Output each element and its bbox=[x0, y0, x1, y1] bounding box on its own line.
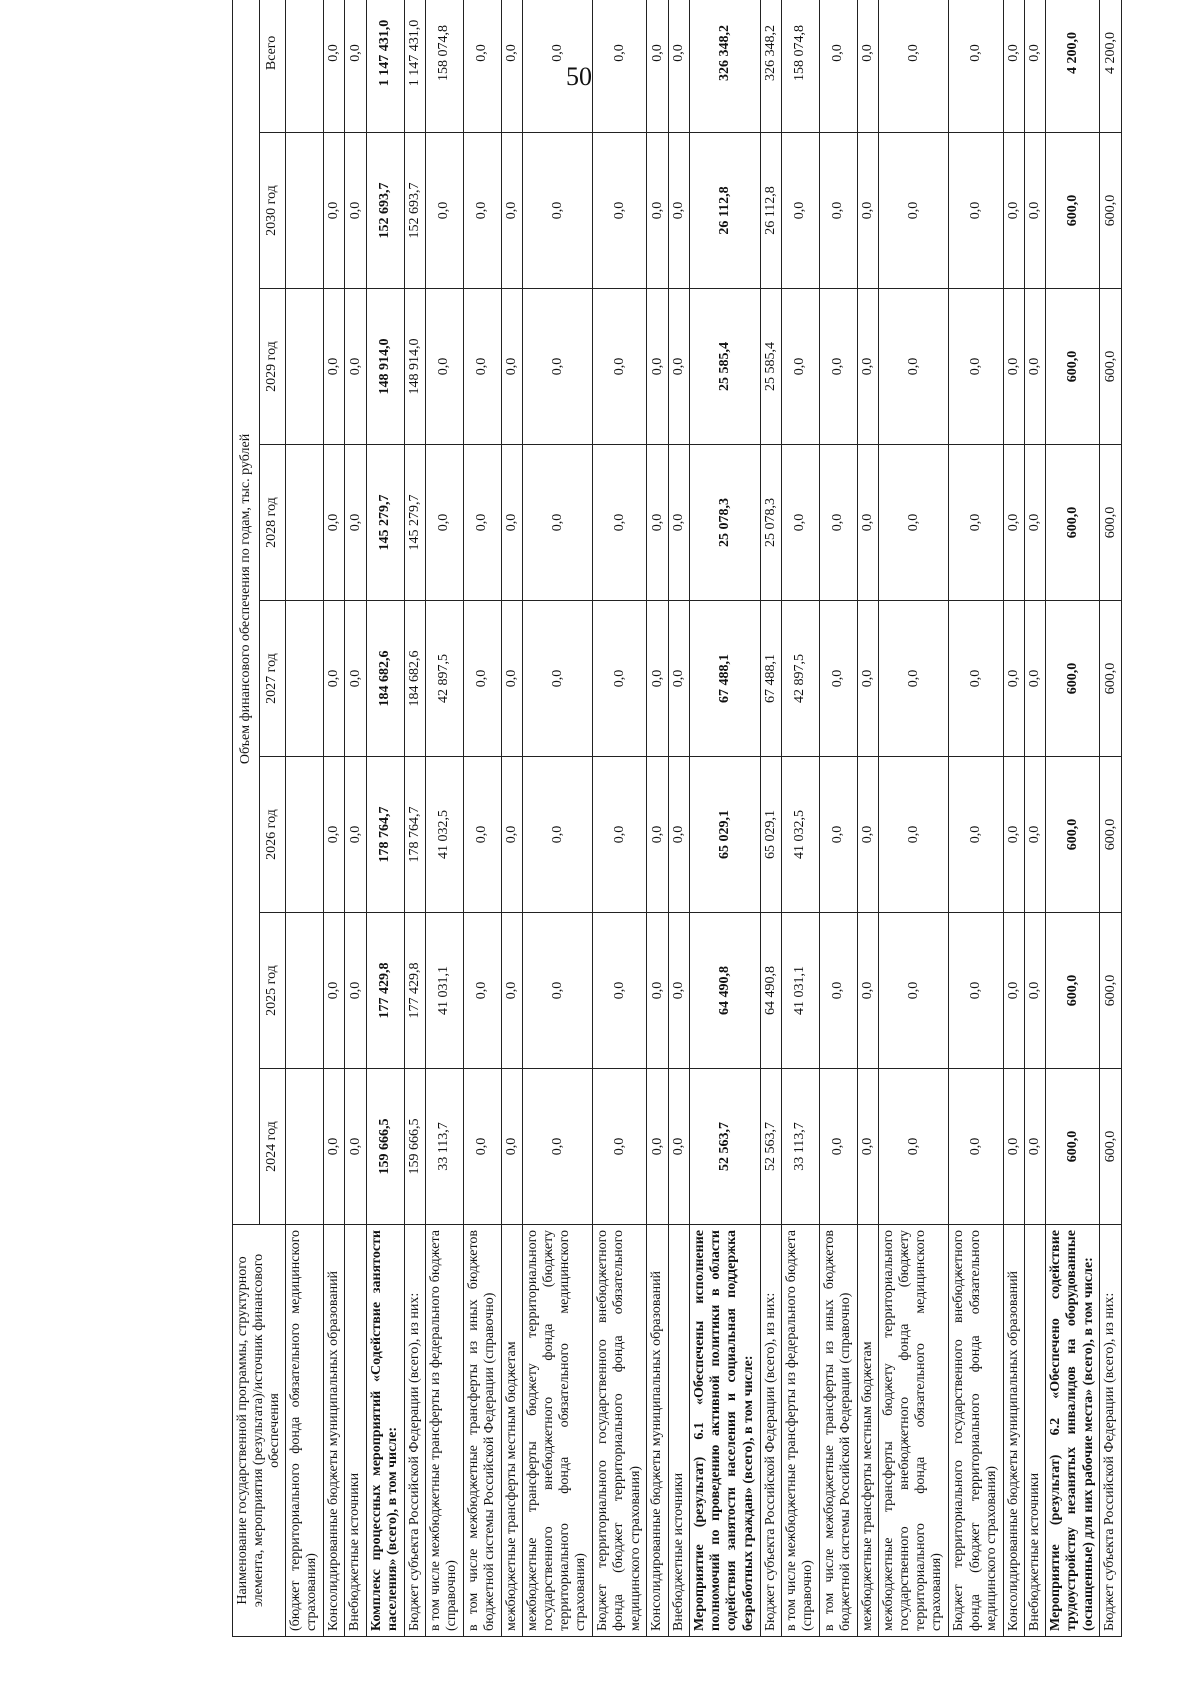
cell-value: 600,0 bbox=[1100, 289, 1122, 445]
cell-value: 0,0 bbox=[647, 913, 668, 1069]
cell-value: 152 693,7 bbox=[404, 133, 425, 289]
row-label: Консолидированные бюджеты муниципальных образований bbox=[647, 1225, 668, 1637]
cell-total: 0,0 bbox=[1024, 0, 1045, 133]
cell-value: 0,0 bbox=[647, 1069, 668, 1225]
cell-value: 0,0 bbox=[857, 289, 878, 445]
cell-value: 0,0 bbox=[1024, 445, 1045, 601]
table-row bbox=[857, 0, 878, 1637]
cell-value: 0,0 bbox=[463, 1069, 501, 1225]
table-row bbox=[345, 0, 366, 1637]
cell-total: 0,0 bbox=[1003, 0, 1024, 133]
header-group: Объем финансового обеспечения по годам, тыс. рублей bbox=[233, 0, 260, 1225]
cell-value: 52 563,7 bbox=[690, 1069, 760, 1225]
cell-value: 0,0 bbox=[879, 1069, 949, 1225]
cell-value: 0,0 bbox=[668, 1069, 689, 1225]
cell-value: 41 031,1 bbox=[426, 913, 464, 1069]
cell-value: 0,0 bbox=[949, 1069, 1003, 1225]
cell-value: 0,0 bbox=[668, 133, 689, 289]
cell-value: 0,0 bbox=[879, 913, 949, 1069]
cell-value: 0,0 bbox=[1003, 913, 1024, 1069]
cell-value: 177 429,8 bbox=[404, 913, 425, 1069]
table-row bbox=[1003, 0, 1024, 1637]
cell-value: 0,0 bbox=[324, 133, 345, 289]
cell-value: 0,0 bbox=[501, 289, 522, 445]
cell-value: 0,0 bbox=[593, 1069, 647, 1225]
cell-value: 152 693,7 bbox=[366, 133, 404, 289]
cell-value: 0,0 bbox=[949, 289, 1003, 445]
cell-value: 0,0 bbox=[879, 601, 949, 757]
table-row bbox=[647, 0, 668, 1637]
cell-value: 0,0 bbox=[647, 289, 668, 445]
cell-value bbox=[286, 133, 324, 289]
cell-value: 25 078,3 bbox=[760, 445, 781, 601]
cell-value: 600,0 bbox=[1046, 445, 1100, 601]
cell-value: 0,0 bbox=[501, 913, 522, 1069]
cell-value: 0,0 bbox=[782, 133, 820, 289]
cell-value: 178 764,7 bbox=[366, 757, 404, 913]
table-row bbox=[949, 0, 1003, 1637]
cell-value: 0,0 bbox=[522, 289, 592, 445]
cell-value: 65 029,1 bbox=[690, 757, 760, 913]
cell-value: 0,0 bbox=[593, 913, 647, 1069]
cell-value: 0,0 bbox=[345, 913, 366, 1069]
cell-value bbox=[286, 445, 324, 601]
cell-value: 0,0 bbox=[857, 757, 878, 913]
cell-total: 0,0 bbox=[647, 0, 668, 133]
cell-value: 0,0 bbox=[463, 289, 501, 445]
table-row bbox=[522, 0, 592, 1637]
cell-value: 0,0 bbox=[647, 601, 668, 757]
row-label: Бюджет субъекта Российской Федерации (всего), из них: bbox=[1100, 1225, 1122, 1637]
cell-value: 25 585,4 bbox=[690, 289, 760, 445]
cell-value: 0,0 bbox=[593, 133, 647, 289]
cell-value: 0,0 bbox=[857, 133, 878, 289]
cell-value: 148 914,0 bbox=[366, 289, 404, 445]
table-row bbox=[782, 0, 820, 1637]
header-total: Всего bbox=[259, 0, 286, 133]
cell-value: 0,0 bbox=[1024, 757, 1045, 913]
cell-value: 41 031,1 bbox=[782, 913, 820, 1069]
cell-value: 0,0 bbox=[668, 601, 689, 757]
cell-value: 145 279,7 bbox=[404, 445, 425, 601]
table-row bbox=[879, 0, 949, 1637]
cell-value: 0,0 bbox=[819, 913, 857, 1069]
table-row bbox=[286, 0, 324, 1637]
row-label: Внебюджетные источники bbox=[345, 1225, 366, 1637]
cell-value: 600,0 bbox=[1046, 289, 1100, 445]
cell-value: 0,0 bbox=[522, 1069, 592, 1225]
table-body bbox=[286, 0, 1122, 1637]
cell-total: 326 348,2 bbox=[690, 0, 760, 133]
table-row bbox=[1046, 0, 1100, 1637]
cell-value: 0,0 bbox=[949, 133, 1003, 289]
header-year: 2025 год bbox=[259, 913, 286, 1069]
cell-value: 67 488,1 bbox=[690, 601, 760, 757]
cell-value: 0,0 bbox=[879, 445, 949, 601]
row-label: Бюджет территориального государственного внебюджетного фонда (бюджет территориального фонда обязательного медицинского страхования) bbox=[593, 1225, 647, 1637]
row-label: Мероприятие (результат) 6.2 «Обеспечено содействие трудоустройству незанятых инвалидов на оборудованные (оснащенные) для них рабочие места» (всего), в том числе: bbox=[1046, 1225, 1100, 1637]
cell-total: 1 147 431,0 bbox=[366, 0, 404, 133]
header-year: 2026 год bbox=[259, 757, 286, 913]
cell-value: 600,0 bbox=[1100, 1069, 1122, 1225]
cell-value: 0,0 bbox=[879, 289, 949, 445]
cell-value: 0,0 bbox=[647, 445, 668, 601]
cell-value: 0,0 bbox=[345, 445, 366, 601]
header-name: Наименование государственной программы, структурного элемента, мероприятия (результата)/источник финансового обеспечения bbox=[233, 1225, 286, 1637]
row-label: в том числе межбюджетные трансферты из федерального бюджета (справочно) bbox=[782, 1225, 820, 1637]
cell-value: 184 682,6 bbox=[366, 601, 404, 757]
cell-value: 159 666,5 bbox=[404, 1069, 425, 1225]
cell-total: 0,0 bbox=[324, 0, 345, 133]
cell-total bbox=[286, 0, 324, 133]
cell-total: 0,0 bbox=[857, 0, 878, 133]
cell-value: 64 490,8 bbox=[690, 913, 760, 1069]
table-row bbox=[501, 0, 522, 1637]
rotated-table-frame bbox=[232, 19, 1118, 1637]
cell-value: 42 897,5 bbox=[782, 601, 820, 757]
cell-total: 0,0 bbox=[668, 0, 689, 133]
cell-value: 0,0 bbox=[1003, 601, 1024, 757]
cell-value: 0,0 bbox=[463, 445, 501, 601]
header-year: 2027 год bbox=[259, 601, 286, 757]
cell-value: 0,0 bbox=[593, 289, 647, 445]
cell-value: 41 032,5 bbox=[782, 757, 820, 913]
row-label: Мероприятие (результат) 6.1 «Обеспечены исполнение полномочий по проведению активной политики в области содействия занятости населения и социальная поддержка безработных граждан» (всего), в том числе: bbox=[690, 1225, 760, 1637]
cell-value: 0,0 bbox=[949, 913, 1003, 1069]
cell-value: 0,0 bbox=[324, 913, 345, 1069]
row-label: Консолидированные бюджеты муниципальных образований bbox=[1003, 1225, 1024, 1637]
cell-value: 0,0 bbox=[857, 1069, 878, 1225]
cell-value: 0,0 bbox=[647, 757, 668, 913]
cell-value bbox=[286, 1069, 324, 1225]
cell-value: 0,0 bbox=[522, 757, 592, 913]
cell-value: 0,0 bbox=[345, 601, 366, 757]
row-label: Бюджет субъекта Российской Федерации (всего), из них: bbox=[760, 1225, 781, 1637]
cell-value: 65 029,1 bbox=[760, 757, 781, 913]
cell-value: 0,0 bbox=[463, 757, 501, 913]
cell-value: 0,0 bbox=[819, 133, 857, 289]
cell-total: 0,0 bbox=[522, 0, 592, 133]
cell-value: 0,0 bbox=[782, 289, 820, 445]
table-row bbox=[1024, 0, 1045, 1637]
table-row bbox=[404, 0, 425, 1637]
cell-value: 600,0 bbox=[1100, 133, 1122, 289]
cell-value: 0,0 bbox=[819, 757, 857, 913]
cell-value: 42 897,5 bbox=[426, 601, 464, 757]
cell-value: 0,0 bbox=[501, 445, 522, 601]
cell-value: 600,0 bbox=[1100, 913, 1122, 1069]
cell-value: 0,0 bbox=[463, 913, 501, 1069]
cell-total: 0,0 bbox=[463, 0, 501, 133]
row-label: Бюджет субъекта Российской Федерации (всего), из них: bbox=[404, 1225, 425, 1637]
cell-total: 0,0 bbox=[345, 0, 366, 133]
cell-value: 0,0 bbox=[668, 445, 689, 601]
cell-value: 0,0 bbox=[879, 757, 949, 913]
cell-value: 0,0 bbox=[324, 757, 345, 913]
row-label: межбюджетные трансферты местным бюджетам bbox=[857, 1225, 878, 1637]
cell-value: 64 490,8 bbox=[760, 913, 781, 1069]
cell-value: 0,0 bbox=[668, 289, 689, 445]
cell-value: 0,0 bbox=[501, 757, 522, 913]
cell-total: 326 348,2 bbox=[760, 0, 781, 133]
cell-value: 33 113,7 bbox=[782, 1069, 820, 1225]
cell-value: 33 113,7 bbox=[426, 1069, 464, 1225]
cell-value: 26 112,8 bbox=[690, 133, 760, 289]
cell-total: 1 147 431,0 bbox=[404, 0, 425, 133]
cell-value: 0,0 bbox=[501, 133, 522, 289]
cell-value: 0,0 bbox=[857, 445, 878, 601]
cell-value: 0,0 bbox=[324, 289, 345, 445]
cell-value: 67 488,1 bbox=[760, 601, 781, 757]
cell-value: 0,0 bbox=[463, 601, 501, 757]
cell-value: 0,0 bbox=[819, 601, 857, 757]
row-label: Внебюджетные источники bbox=[1024, 1225, 1045, 1637]
table-row bbox=[819, 0, 857, 1637]
page-number: 50 bbox=[566, 62, 592, 91]
cell-value: 0,0 bbox=[1003, 757, 1024, 913]
cell-value: 159 666,5 bbox=[366, 1069, 404, 1225]
row-label: Бюджет территориального государственного внебюджетного фонда (бюджет территориального фонда обязательного медицинского страхования) bbox=[949, 1225, 1003, 1637]
cell-value: 600,0 bbox=[1100, 601, 1122, 757]
cell-value: 600,0 bbox=[1046, 1069, 1100, 1225]
cell-value bbox=[286, 601, 324, 757]
cell-total: 0,0 bbox=[879, 0, 949, 133]
table-row bbox=[1100, 0, 1122, 1637]
row-label: Внебюджетные источники bbox=[668, 1225, 689, 1637]
cell-value: 0,0 bbox=[819, 445, 857, 601]
cell-total: 0,0 bbox=[819, 0, 857, 133]
financing-table bbox=[232, 0, 1122, 1637]
cell-value bbox=[286, 913, 324, 1069]
cell-value: 177 429,8 bbox=[366, 913, 404, 1069]
cell-value: 25 585,4 bbox=[760, 289, 781, 445]
cell-value: 0,0 bbox=[522, 133, 592, 289]
cell-total: 0,0 bbox=[501, 0, 522, 133]
row-label: в том числе межбюджетные трансферты из федерального бюджета (справочно) bbox=[426, 1225, 464, 1637]
cell-value: 0,0 bbox=[949, 601, 1003, 757]
row-label: межбюджетные трансферты бюджету территориального государственного внебюджетного фонда (бюджету территориального фонда обязательного медицинского страхования) bbox=[522, 1225, 592, 1637]
cell-value: 0,0 bbox=[426, 133, 464, 289]
cell-value: 0,0 bbox=[819, 289, 857, 445]
cell-value: 0,0 bbox=[949, 445, 1003, 601]
cell-total: 158 074,8 bbox=[426, 0, 464, 133]
cell-value: 0,0 bbox=[426, 445, 464, 601]
cell-value: 41 032,5 bbox=[426, 757, 464, 913]
cell-value: 0,0 bbox=[1003, 445, 1024, 601]
table-row bbox=[593, 0, 647, 1637]
cell-total: 4 200,0 bbox=[1046, 0, 1100, 133]
table-row bbox=[366, 0, 404, 1637]
cell-value: 0,0 bbox=[324, 601, 345, 757]
cell-value: 600,0 bbox=[1046, 601, 1100, 757]
cell-value: 0,0 bbox=[426, 289, 464, 445]
cell-value: 0,0 bbox=[668, 913, 689, 1069]
row-label: в том числе межбюджетные трансферты из иных бюджетов бюджетной системы Российской Федерации (справочно) bbox=[819, 1225, 857, 1637]
cell-value: 600,0 bbox=[1046, 133, 1100, 289]
cell-value: 0,0 bbox=[345, 289, 366, 445]
cell-value: 0,0 bbox=[345, 757, 366, 913]
cell-value: 600,0 bbox=[1100, 757, 1122, 913]
cell-total: 0,0 bbox=[949, 0, 1003, 133]
cell-value: 600,0 bbox=[1100, 445, 1122, 601]
cell-value: 0,0 bbox=[1003, 1069, 1024, 1225]
table-row bbox=[463, 0, 501, 1637]
cell-value: 184 682,6 bbox=[404, 601, 425, 757]
cell-value: 0,0 bbox=[593, 445, 647, 601]
cell-value: 0,0 bbox=[501, 601, 522, 757]
cell-value: 0,0 bbox=[1003, 133, 1024, 289]
cell-value: 0,0 bbox=[593, 757, 647, 913]
row-label: межбюджетные трансферты бюджету территориального государственного внебюджетного фонда (бюджету территориального фонда обязательного медицинского страхования) bbox=[879, 1225, 949, 1637]
cell-value: 0,0 bbox=[949, 757, 1003, 913]
header-year: 2030 год bbox=[259, 133, 286, 289]
cell-value: 145 279,7 bbox=[366, 445, 404, 601]
cell-value: 148 914,0 bbox=[404, 289, 425, 445]
row-label: в том числе межбюджетные трансферты из иных бюджетов бюджетной системы Российской Федерации (справочно) bbox=[463, 1225, 501, 1637]
cell-value: 0,0 bbox=[463, 133, 501, 289]
cell-value: 0,0 bbox=[1024, 913, 1045, 1069]
header-year: 2029 год bbox=[259, 289, 286, 445]
cell-value: 0,0 bbox=[879, 133, 949, 289]
table-container bbox=[232, 19, 1118, 1637]
cell-value: 52 563,7 bbox=[760, 1069, 781, 1225]
cell-value: 0,0 bbox=[522, 913, 592, 1069]
cell-value: 0,0 bbox=[1024, 1069, 1045, 1225]
cell-value: 178 764,7 bbox=[404, 757, 425, 913]
header-year: 2024 год bbox=[259, 1069, 286, 1225]
row-label: межбюджетные трансферты местным бюджетам bbox=[501, 1225, 522, 1637]
row-label: (бюджет территориального фонда обязательного медицинского страхования) bbox=[286, 1225, 324, 1637]
cell-value: 0,0 bbox=[501, 1069, 522, 1225]
cell-value: 0,0 bbox=[324, 445, 345, 601]
cell-value: 0,0 bbox=[1024, 133, 1045, 289]
cell-total: 4 200,0 bbox=[1100, 0, 1122, 133]
cell-value: 600,0 bbox=[1046, 913, 1100, 1069]
cell-value: 0,0 bbox=[647, 133, 668, 289]
cell-total: 158 074,8 bbox=[782, 0, 820, 133]
row-label: Консолидированные бюджеты муниципальных образований bbox=[324, 1225, 345, 1637]
cell-value: 0,0 bbox=[522, 445, 592, 601]
cell-value: 0,0 bbox=[1003, 289, 1024, 445]
cell-value: 0,0 bbox=[782, 445, 820, 601]
cell-value: 0,0 bbox=[1024, 601, 1045, 757]
cell-value: 0,0 bbox=[857, 601, 878, 757]
cell-value: 26 112,8 bbox=[760, 133, 781, 289]
table-row bbox=[426, 0, 464, 1637]
header-year: 2028 год bbox=[259, 445, 286, 601]
cell-value: 0,0 bbox=[324, 1069, 345, 1225]
table-row bbox=[668, 0, 689, 1637]
cell-value: 0,0 bbox=[593, 601, 647, 757]
cell-value bbox=[286, 289, 324, 445]
cell-value: 0,0 bbox=[522, 601, 592, 757]
cell-value bbox=[286, 757, 324, 913]
row-label: Комплекс процессных мероприятий «Содействие занятости населения» (всего), в том числе: bbox=[366, 1225, 404, 1637]
cell-value: 0,0 bbox=[668, 757, 689, 913]
cell-value: 0,0 bbox=[345, 133, 366, 289]
cell-total: 0,0 bbox=[593, 0, 647, 133]
cell-value: 0,0 bbox=[819, 1069, 857, 1225]
cell-value: 0,0 bbox=[857, 913, 878, 1069]
cell-value: 25 078,3 bbox=[690, 445, 760, 601]
cell-value: 600,0 bbox=[1046, 757, 1100, 913]
table-row bbox=[760, 0, 781, 1637]
table-row bbox=[324, 0, 345, 1637]
cell-value: 0,0 bbox=[1024, 289, 1045, 445]
cell-value: 0,0 bbox=[345, 1069, 366, 1225]
table-row bbox=[690, 0, 760, 1637]
